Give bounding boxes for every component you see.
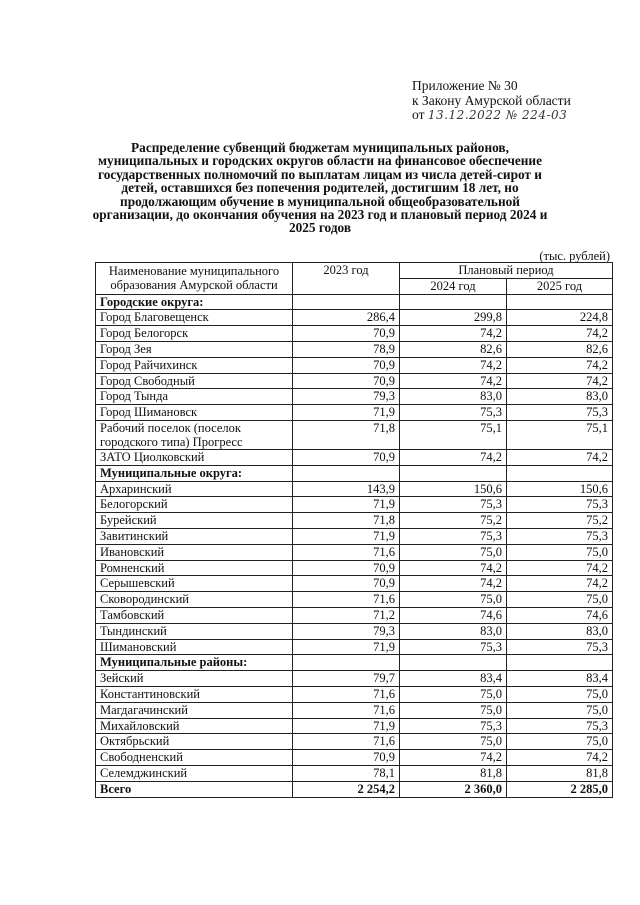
- municipality-name: Свободненский: [96, 750, 293, 766]
- appendix-header: [412, 79, 571, 123]
- value-2023: 70,9: [293, 750, 400, 766]
- value-2024: 75,2: [400, 513, 507, 529]
- municipality-name: Город Шимановск: [96, 405, 293, 421]
- table-row: [96, 623, 613, 639]
- municipality-name: Город Зея: [96, 341, 293, 357]
- section-row: [96, 465, 613, 481]
- municipality-name: Тамбовский: [96, 607, 293, 623]
- value-2025: 224,8: [507, 310, 613, 326]
- value-2024: 75,3: [400, 528, 507, 544]
- value-2025: 75,3: [507, 528, 613, 544]
- value-2023: 70,9: [293, 326, 400, 342]
- value-2023: 71,6: [293, 734, 400, 750]
- header-2023: 2023 год: [293, 263, 400, 295]
- empty-cell: [507, 655, 613, 671]
- table-row: [96, 544, 613, 560]
- header-2024: 2024 год: [400, 278, 507, 294]
- value-2024: 74,2: [400, 449, 507, 465]
- value-2023: 71,6: [293, 686, 400, 702]
- municipality-name: Рабочий поселок (поселок городского типа) Прогресс: [96, 420, 293, 449]
- table-row: [96, 449, 613, 465]
- table-row: [96, 592, 613, 608]
- table-header-row: [96, 263, 613, 279]
- value-2023: 79,7: [293, 671, 400, 687]
- table-row: [96, 718, 613, 734]
- municipality-name: Тындинский: [96, 623, 293, 639]
- municipality-name: Серышевский: [96, 576, 293, 592]
- municipality-name: Архаринский: [96, 481, 293, 497]
- municipality-name: Шимановский: [96, 639, 293, 655]
- value-2025: 74,2: [507, 750, 613, 766]
- value-2025: 2 285,0: [507, 781, 613, 797]
- section-label: Муниципальные районы:: [96, 655, 293, 671]
- value-2024: 74,2: [400, 750, 507, 766]
- table-row: [96, 405, 613, 421]
- table-row: [96, 750, 613, 766]
- handwritten-date-number: 13.12.2022 № 224-03: [427, 108, 568, 122]
- value-2025: 83,4: [507, 671, 613, 687]
- table-row: [96, 734, 613, 750]
- municipality-name: Город Белогорск: [96, 326, 293, 342]
- value-2025: 81,8: [507, 765, 613, 781]
- table-row: [96, 528, 613, 544]
- document-title: Распределение субвенций бюджетам муниципальных районов, муниципальных и городских округов области на финансовое обеспечение государственных полномочий по выплатам лицам из числа детей-сирот и детей, оставшихся без попечения родителей, достигшим 18 лет, но продолжающим обучение в муниципальной общеобразовательной организации, до окончания обучения на 2023 год и плановый период 2024 и 2025 годов: [92, 140, 548, 236]
- table-row: [96, 765, 613, 781]
- value-2024: 75,0: [400, 686, 507, 702]
- total-row: [96, 781, 613, 797]
- value-2024: 150,6: [400, 481, 507, 497]
- value-2024: 74,2: [400, 373, 507, 389]
- municipality-name: Город Тында: [96, 389, 293, 405]
- value-2024: 75,3: [400, 718, 507, 734]
- municipality-name: ЗАТО Циолковский: [96, 449, 293, 465]
- value-2023: 71,8: [293, 513, 400, 529]
- appendix-law-reference: к Закону Амурской области: [412, 92, 571, 108]
- table-row: [96, 326, 613, 342]
- empty-cell: [400, 294, 507, 310]
- table-row: [96, 607, 613, 623]
- table-row: [96, 686, 613, 702]
- value-2023: 71,6: [293, 592, 400, 608]
- table-row: [96, 310, 613, 326]
- value-2023: 71,9: [293, 528, 400, 544]
- table-row: [96, 341, 613, 357]
- value-2024: 75,1: [400, 420, 507, 449]
- value-2024: 81,8: [400, 765, 507, 781]
- section-row: [96, 294, 613, 310]
- table-row: [96, 357, 613, 373]
- value-2024: 83,0: [400, 623, 507, 639]
- value-2024: 83,4: [400, 671, 507, 687]
- value-2025: 75,3: [507, 497, 613, 513]
- municipality-name: Зейский: [96, 671, 293, 687]
- municipality-name: Белогорский: [96, 497, 293, 513]
- value-2025: 74,2: [507, 560, 613, 576]
- municipality-name: Ромненский: [96, 560, 293, 576]
- value-2023: 79,3: [293, 623, 400, 639]
- empty-cell: [400, 655, 507, 671]
- empty-cell: [507, 465, 613, 481]
- value-2025: 75,3: [507, 639, 613, 655]
- appendix-date-prefix: от: [412, 107, 425, 122]
- value-2024: 83,0: [400, 389, 507, 405]
- municipality-name: Магдагачинский: [96, 702, 293, 718]
- municipality-name: Всего: [96, 781, 293, 797]
- units-label: (тыс. рублей): [539, 249, 610, 263]
- value-2024: 74,2: [400, 326, 507, 342]
- value-2025: 82,6: [507, 341, 613, 357]
- value-2024: 75,0: [400, 592, 507, 608]
- municipality-name: Ивановский: [96, 544, 293, 560]
- value-2025: 74,2: [507, 326, 613, 342]
- value-2023: 71,9: [293, 497, 400, 513]
- table-row: [96, 576, 613, 592]
- value-2023: 70,9: [293, 449, 400, 465]
- value-2024: 75,0: [400, 702, 507, 718]
- value-2023: 71,6: [293, 544, 400, 560]
- value-2023: 71,9: [293, 718, 400, 734]
- section-row: [96, 655, 613, 671]
- value-2025: 74,2: [507, 576, 613, 592]
- table-row: [96, 497, 613, 513]
- value-2023: 71,2: [293, 607, 400, 623]
- value-2025: 75,2: [507, 513, 613, 529]
- value-2025: 75,1: [507, 420, 613, 449]
- value-2024: 299,8: [400, 310, 507, 326]
- value-2025: 75,0: [507, 544, 613, 560]
- header-name: Наименование муниципального образования Амурской области: [96, 263, 293, 295]
- empty-cell: [293, 465, 400, 481]
- value-2024: 75,0: [400, 544, 507, 560]
- value-2023: 70,9: [293, 373, 400, 389]
- value-2023: 286,4: [293, 310, 400, 326]
- value-2023: 71,9: [293, 639, 400, 655]
- value-2023: 79,3: [293, 389, 400, 405]
- table-row: [96, 481, 613, 497]
- value-2024: 75,3: [400, 497, 507, 513]
- municipality-name: Михайловский: [96, 718, 293, 734]
- municipality-name: Завитинский: [96, 528, 293, 544]
- value-2025: 150,6: [507, 481, 613, 497]
- empty-cell: [400, 465, 507, 481]
- value-2025: 74,2: [507, 449, 613, 465]
- value-2023: 78,1: [293, 765, 400, 781]
- value-2024: 74,2: [400, 576, 507, 592]
- value-2024: 74,6: [400, 607, 507, 623]
- value-2023: 70,9: [293, 560, 400, 576]
- appendix-number: Приложение № 30: [412, 78, 518, 93]
- value-2025: 75,0: [507, 702, 613, 718]
- value-2023: 143,9: [293, 481, 400, 497]
- section-label: Муниципальные округа:: [96, 465, 293, 481]
- value-2025: 75,0: [507, 686, 613, 702]
- value-2024: 75,3: [400, 405, 507, 421]
- value-2025: 75,0: [507, 734, 613, 750]
- appendix-date-line: [412, 108, 571, 123]
- header-planned-period: Плановый период: [400, 263, 613, 279]
- table-row: [96, 373, 613, 389]
- value-2024: 82,6: [400, 341, 507, 357]
- table-row: [96, 513, 613, 529]
- value-2025: 83,0: [507, 623, 613, 639]
- municipality-name: Октябрьский: [96, 734, 293, 750]
- value-2024: 75,3: [400, 639, 507, 655]
- value-2025: 75,0: [507, 592, 613, 608]
- value-2023: 2 254,2: [293, 781, 400, 797]
- table-row: [96, 702, 613, 718]
- value-2024: 74,2: [400, 357, 507, 373]
- municipality-name: Город Свободный: [96, 373, 293, 389]
- municipality-name: Город Благовещенск: [96, 310, 293, 326]
- value-2023: 78,9: [293, 341, 400, 357]
- value-2025: 83,0: [507, 389, 613, 405]
- header-2025: 2025 год: [507, 278, 613, 294]
- value-2025: 74,2: [507, 373, 613, 389]
- value-2023: 71,9: [293, 405, 400, 421]
- value-2024: 74,2: [400, 560, 507, 576]
- table-row: [96, 671, 613, 687]
- value-2025: 74,2: [507, 357, 613, 373]
- value-2024: 2 360,0: [400, 781, 507, 797]
- municipality-name: Бурейский: [96, 513, 293, 529]
- section-label: Городские округа:: [96, 294, 293, 310]
- table-row: [96, 420, 613, 449]
- value-2023: 70,9: [293, 357, 400, 373]
- municipality-name: Сковородинский: [96, 592, 293, 608]
- empty-cell: [293, 294, 400, 310]
- value-2025: 75,3: [507, 405, 613, 421]
- table-row: [96, 639, 613, 655]
- municipality-name: Город Райчихинск: [96, 357, 293, 373]
- subsidy-table: [95, 262, 613, 798]
- value-2024: 75,0: [400, 734, 507, 750]
- value-2023: 71,6: [293, 702, 400, 718]
- empty-cell: [507, 294, 613, 310]
- municipality-name: Константиновский: [96, 686, 293, 702]
- empty-cell: [293, 655, 400, 671]
- municipality-name: Селемджинский: [96, 765, 293, 781]
- value-2025: 74,6: [507, 607, 613, 623]
- table-row: [96, 560, 613, 576]
- table-body: [96, 294, 613, 797]
- table-row: [96, 389, 613, 405]
- value-2023: 71,8: [293, 420, 400, 449]
- value-2025: 75,3: [507, 718, 613, 734]
- value-2023: 70,9: [293, 576, 400, 592]
